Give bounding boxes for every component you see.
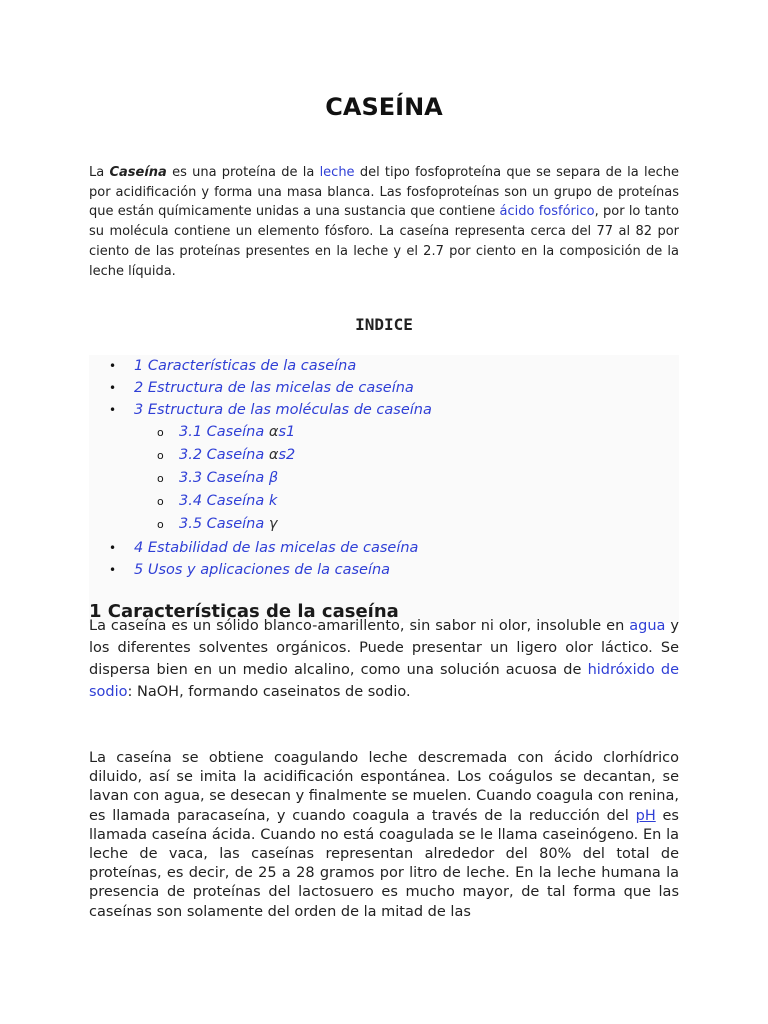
section-paragraph <box>89 615 679 703</box>
bullet-icon: • <box>109 381 117 395</box>
bullet-icon: • <box>109 541 117 555</box>
sub-bullet-icon: o <box>157 426 164 439</box>
sub-bullet-icon: o <box>157 495 164 508</box>
page-title: CASEÍNA <box>325 93 443 121</box>
toc-subitem-label[interactable]: 3.2 Caseína <box>179 447 269 463</box>
bullet-icon: • <box>109 359 117 373</box>
paragraph-text: La caseína es un sólido blanco-amarillento, sin sabor ni olor, insoluble en <box>89 618 630 634</box>
toc-subitem-label[interactable]: 3.3 Caseína β <box>179 470 279 486</box>
toc-item-label[interactable]: 4 Estabilidad de las micelas de caseína <box>134 540 419 556</box>
sub-bullet-icon: o <box>157 449 164 462</box>
intro-text: es una proteína de la <box>166 165 320 180</box>
intro-text: , por lo tanto su molécula contiene un elemento fósforo. La caseína representa cerca del 77 al 82 por ciento de las proteínas presentes en la leche y el 2.7 por ciento en la composición de la leche líquida. <box>89 204 680 279</box>
toc-subitem-label[interactable]: 3.1 Caseína <box>179 424 269 440</box>
link-agua[interactable]: agua <box>629 618 666 634</box>
toc-subitem-suffix: s1 <box>278 424 296 440</box>
section-heading: 1 Características de la caseína <box>89 601 399 622</box>
toc-subitem-label[interactable]: 3.4 Caseína k <box>179 493 278 509</box>
intro-paragraph <box>89 163 679 281</box>
sub-bullet-icon: o <box>157 472 164 485</box>
greek-symbol: α <box>268 424 279 440</box>
link-hidroxido-de-sodio[interactable]: hidróxido de sodio <box>89 662 679 700</box>
toc-subitem-suffix: s2 <box>278 447 296 463</box>
link-acido-fosforico[interactable]: ácido fosfórico <box>499 204 595 220</box>
toc-item-label[interactable]: 5 Usos y aplicaciones de la caseína <box>134 562 391 578</box>
paragraph-text: : NaOH, formando caseinatos de sodio. <box>127 684 411 700</box>
greek-symbol: α <box>268 447 279 463</box>
bullet-icon: • <box>109 563 117 577</box>
paragraph-text: y los diferentes solventes orgánicos. Puede presentar un ligero olor láctico. Se dispersa bien en un medio alcalino, como una solución acuosa de <box>89 618 679 678</box>
sub-bullet-icon: o <box>157 518 164 531</box>
toc-item-label[interactable]: 3 Estructura de las moléculas de caseína <box>134 402 432 418</box>
table-of-contents <box>89 355 679 623</box>
paragraph-text: La caseína se obtiene coagulando leche descremada con ácido clorhídrico diluido, así se imita la acidificación espontánea. Los coágulos se decantan, se lavan con agua, se desecan y finalmente se muelen. Cuando coagula con renina, es llamada paracaseína, y cuando coagula a través de la reducción del <box>89 750 679 824</box>
link-ph[interactable]: pH <box>635 807 656 824</box>
link-leche[interactable]: leche <box>319 165 355 180</box>
toc-item-label[interactable]: 1 Características de la caseína <box>134 358 357 374</box>
bullet-icon: • <box>109 403 117 417</box>
paragraph-text: es llamada caseína ácida. Cuando no está coagulada se le llama caseinógeno. En la leche de vaca, las caseínas representan alrededor del 80% del total de proteínas, es decir, de 25 a 28 gramos por litro de leche. En la leche humana la presencia de proteínas del lactosuero es mucho mayor, de tal forma que las caseínas son solamente del orden de la mitad de las <box>89 807 679 920</box>
intro-text: La <box>89 165 110 180</box>
intro-text: del tipo fosfoproteína que se separa de la leche por acidificación y forma una masa blanca. Las fosfoproteínas son un grupo de proteínas que están químicamente unidas a una sustancia que contiene <box>89 165 679 220</box>
intro-bold-term: Caseína <box>109 165 167 180</box>
section-paragraph <box>89 749 679 922</box>
index-heading: INDICE <box>355 315 413 334</box>
greek-symbol: γ <box>268 516 278 532</box>
toc-item-label[interactable]: 2 Estructura de las micelas de caseína <box>134 380 414 396</box>
toc-subitem-label[interactable]: 3.5 Caseína <box>179 516 269 532</box>
